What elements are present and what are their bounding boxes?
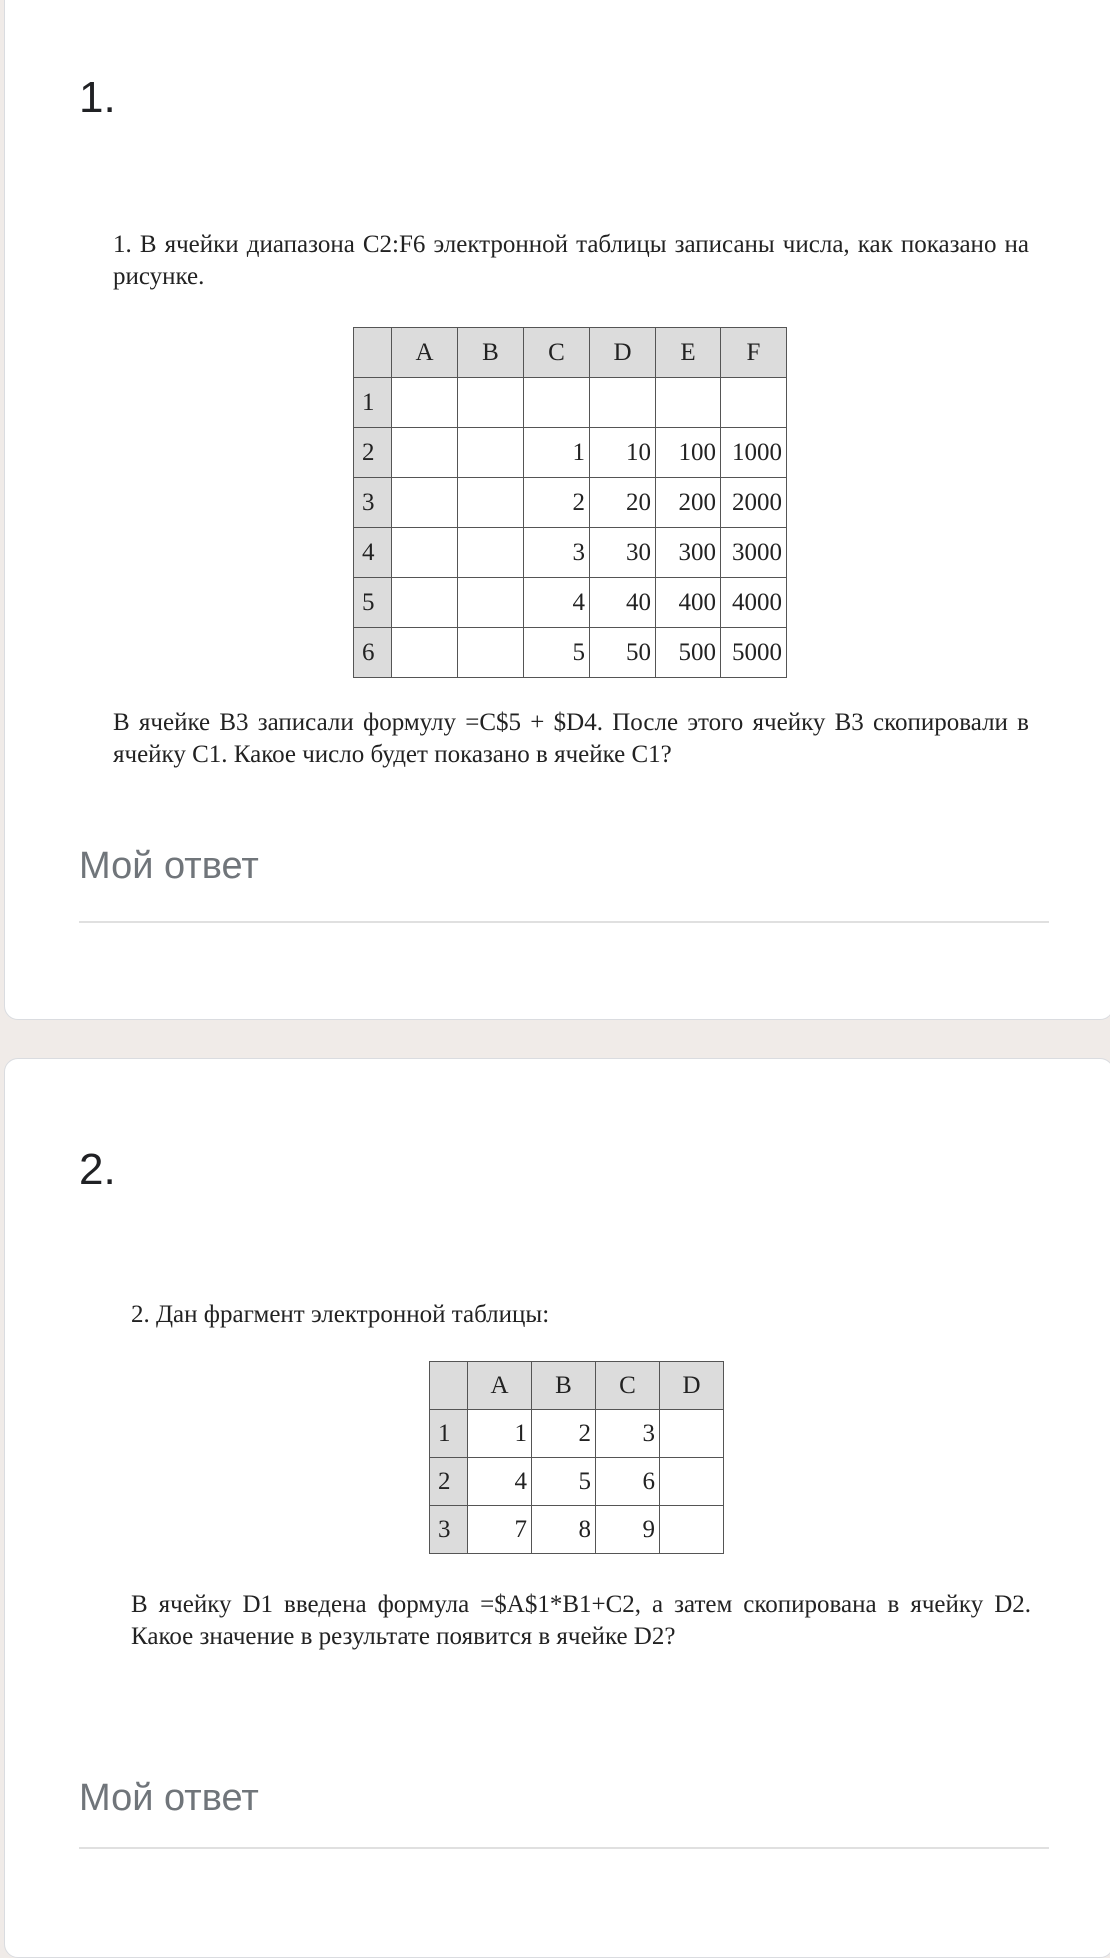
table-cell: 100 xyxy=(656,428,721,478)
corner-cell xyxy=(354,328,392,378)
spreadsheet-table xyxy=(353,327,787,678)
table-cell: 4 xyxy=(468,1458,532,1506)
table-row xyxy=(354,528,787,578)
row-header: 3 xyxy=(354,478,392,528)
table-cell: 7 xyxy=(468,1506,532,1554)
table-cell xyxy=(458,578,524,628)
column-header: E xyxy=(656,328,721,378)
table-row xyxy=(354,578,787,628)
table-cell: 5 xyxy=(524,628,590,678)
table-row xyxy=(430,1506,724,1554)
table-cell: 5000 xyxy=(721,628,787,678)
question-card-2 xyxy=(4,1058,1110,1958)
row-header: 1 xyxy=(430,1410,468,1458)
question-text: 2. Дан фрагмент электронной таблицы: xyxy=(131,1301,550,1328)
table-cell xyxy=(458,428,524,478)
table-cell: 300 xyxy=(656,528,721,578)
table-cell xyxy=(392,428,458,478)
table-cell xyxy=(392,478,458,528)
table-cell: 1 xyxy=(468,1410,532,1458)
table-row xyxy=(354,478,787,528)
table-cell: 50 xyxy=(590,628,656,678)
table-cell xyxy=(656,378,721,428)
column-header: D xyxy=(660,1362,724,1410)
table-cell xyxy=(721,378,787,428)
table-cell xyxy=(660,1458,724,1506)
table-cell: 4 xyxy=(524,578,590,628)
row-header: 5 xyxy=(354,578,392,628)
table-cell xyxy=(392,628,458,678)
table-row xyxy=(354,428,787,478)
column-header: B xyxy=(532,1362,596,1410)
table-row xyxy=(430,1410,724,1458)
answer-underline xyxy=(79,1847,1049,1849)
question-number: 2. xyxy=(79,1145,116,1194)
table-cell: 200 xyxy=(656,478,721,528)
table-row xyxy=(430,1458,724,1506)
table-cell: 2000 xyxy=(721,478,787,528)
row-header: 3 xyxy=(430,1506,468,1554)
table-cell xyxy=(458,478,524,528)
table-cell xyxy=(392,528,458,578)
table-cell: 3 xyxy=(524,528,590,578)
table-cell: 2 xyxy=(524,478,590,528)
table-cell xyxy=(458,378,524,428)
table-cell: 2 xyxy=(532,1410,596,1458)
row-header: 6 xyxy=(354,628,392,678)
answer-input[interactable]: Мой ответ xyxy=(79,1777,259,1819)
answer-input[interactable]: Мой ответ xyxy=(79,845,259,887)
table-cell: 30 xyxy=(590,528,656,578)
table-cell: 400 xyxy=(656,578,721,628)
row-header: 4 xyxy=(354,528,392,578)
table-cell: 1 xyxy=(524,428,590,478)
column-header: C xyxy=(524,328,590,378)
table-cell xyxy=(524,378,590,428)
table-cell xyxy=(660,1506,724,1554)
table-cell xyxy=(458,628,524,678)
table-cell xyxy=(392,578,458,628)
table-cell: 5 xyxy=(532,1458,596,1506)
question-number: 1. xyxy=(79,73,116,122)
table-row xyxy=(354,628,787,678)
table-cell xyxy=(590,378,656,428)
table-cell: 3 xyxy=(596,1410,660,1458)
table-cell: 3000 xyxy=(721,528,787,578)
table-cell: 20 xyxy=(590,478,656,528)
question-text: 1. В ячейки диапазона C2:F6 электронной таблицы записаны числа, как показано на рисунке. xyxy=(113,231,1029,290)
table-cell: 9 xyxy=(596,1506,660,1554)
column-header: F xyxy=(721,328,787,378)
column-header: A xyxy=(392,328,458,378)
table-cell: 4000 xyxy=(721,578,787,628)
spreadsheet-table xyxy=(429,1361,724,1554)
table-cell: 10 xyxy=(590,428,656,478)
row-header: 1 xyxy=(354,378,392,428)
question-card-1 xyxy=(4,0,1110,1020)
question-text: В ячейку D1 введена формула =$A$1*B1+C2, а затем скопирована в ячейку D2. Какое значение в результате появится в ячейке D2? xyxy=(131,1591,1031,1650)
row-header: 2 xyxy=(354,428,392,478)
question-text: В ячейке B3 записали формулу =C$5 + $D4. После этого ячейку B3 скопировали в ячейку C1. Какое число будет показано в ячейке C1? xyxy=(113,709,1029,768)
answer-underline xyxy=(79,921,1049,923)
table-cell: 1000 xyxy=(721,428,787,478)
table-cell xyxy=(660,1410,724,1458)
table-cell: 6 xyxy=(596,1458,660,1506)
column-header: D xyxy=(590,328,656,378)
column-header: B xyxy=(458,328,524,378)
column-header: C xyxy=(596,1362,660,1410)
table-cell: 500 xyxy=(656,628,721,678)
table-cell: 8 xyxy=(532,1506,596,1554)
table-cell xyxy=(392,378,458,428)
table-cell: 40 xyxy=(590,578,656,628)
column-header: A xyxy=(468,1362,532,1410)
corner-cell xyxy=(430,1362,468,1410)
table-cell xyxy=(458,528,524,578)
row-header: 2 xyxy=(430,1458,468,1506)
table-row xyxy=(354,378,787,428)
